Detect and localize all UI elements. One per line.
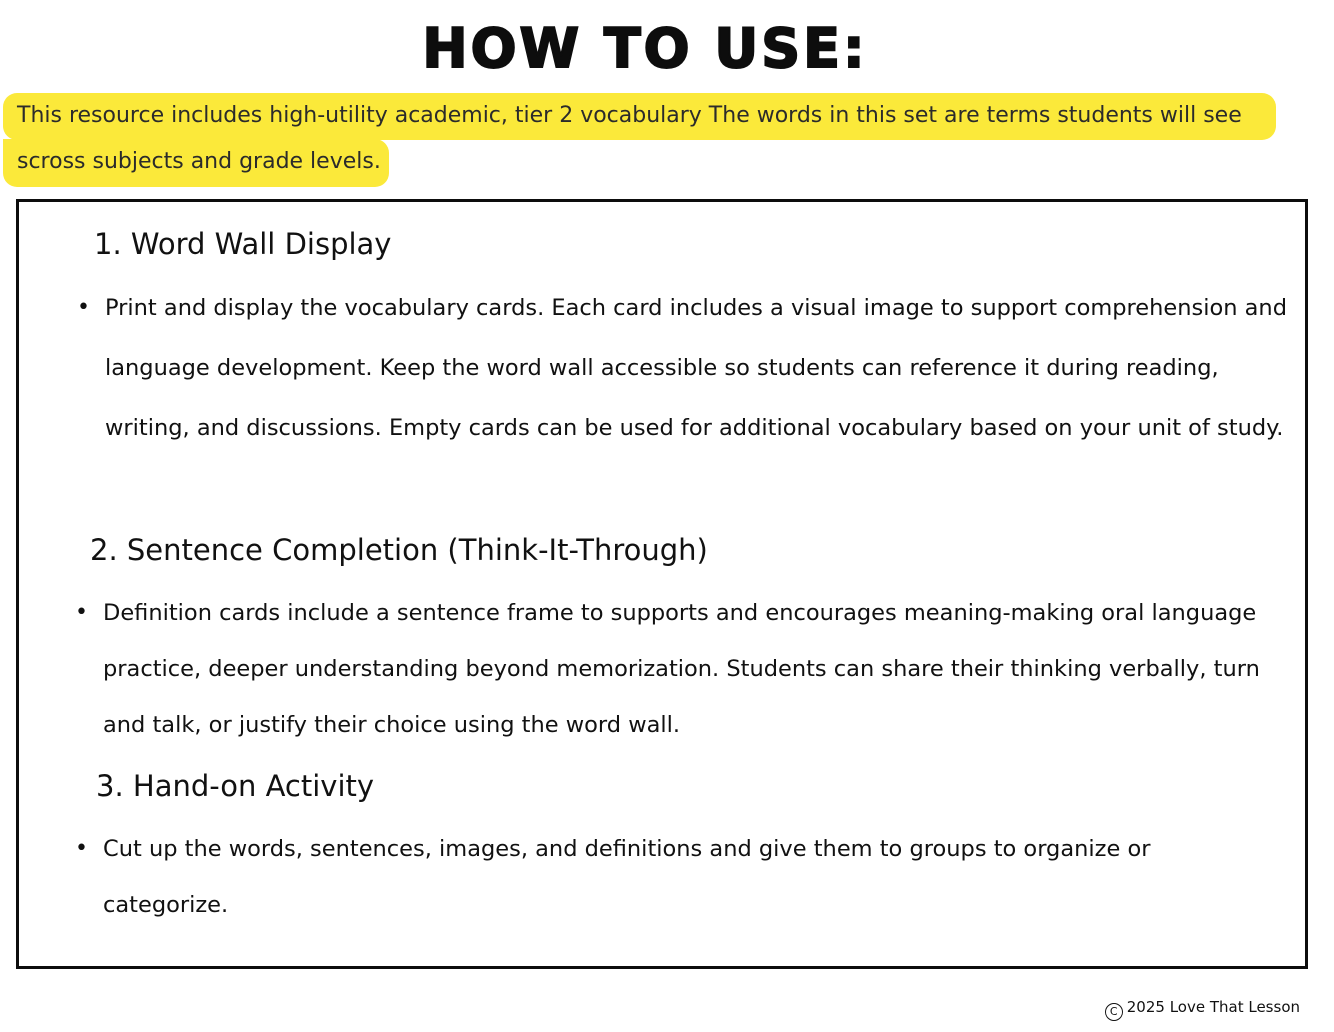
section-body-hands-on: [75, 821, 1183, 933]
footer-text: 2025 Love That Lesson: [1126, 998, 1300, 1016]
section-body-word-wall: [77, 278, 1290, 458]
section-body-sentence-completion: [75, 585, 1288, 753]
section-text: Definition cards include a sentence frame to supports and encourages meaning-making oral language practice, deeper understanding beyond memorization. Students can share their thinking verbally, turn and talk, or justify their choice using the word wall.: [103, 600, 1260, 738]
page-title: HOW TO USE:: [422, 17, 868, 80]
section-heading-hands-on: 3. Hand-on Activity: [96, 769, 375, 803]
section-heading-sentence-completion: 2. Sentence Completion (Think-It-Through): [90, 533, 708, 567]
section-text: Cut up the words, sentences, images, and definitions and give them to groups to organize or categorize.: [103, 836, 1151, 918]
intro-line-1: This resource includes high-utility academic, tier 2 vocabulary The words in this set are terms students will see: [3, 93, 1276, 140]
copyright-footer: [1105, 996, 1300, 1021]
bullet-icon: •: [75, 836, 88, 861]
section-text: Print and display the vocabulary cards. Each card includes a visual image to support comprehension and language development. Keep the word wall accessible so students can reference it during reading, writing, and discussions. Empty cards can be used for additional vocabulary based on your unit of study.: [105, 295, 1287, 441]
intro-line-2: scross subjects and grade levels.: [3, 139, 389, 187]
bullet-icon: •: [75, 600, 88, 625]
section-heading-word-wall: 1. Word Wall Display: [94, 227, 392, 261]
copyright-icon: C: [1105, 1003, 1123, 1021]
bullet-icon: •: [77, 295, 90, 320]
